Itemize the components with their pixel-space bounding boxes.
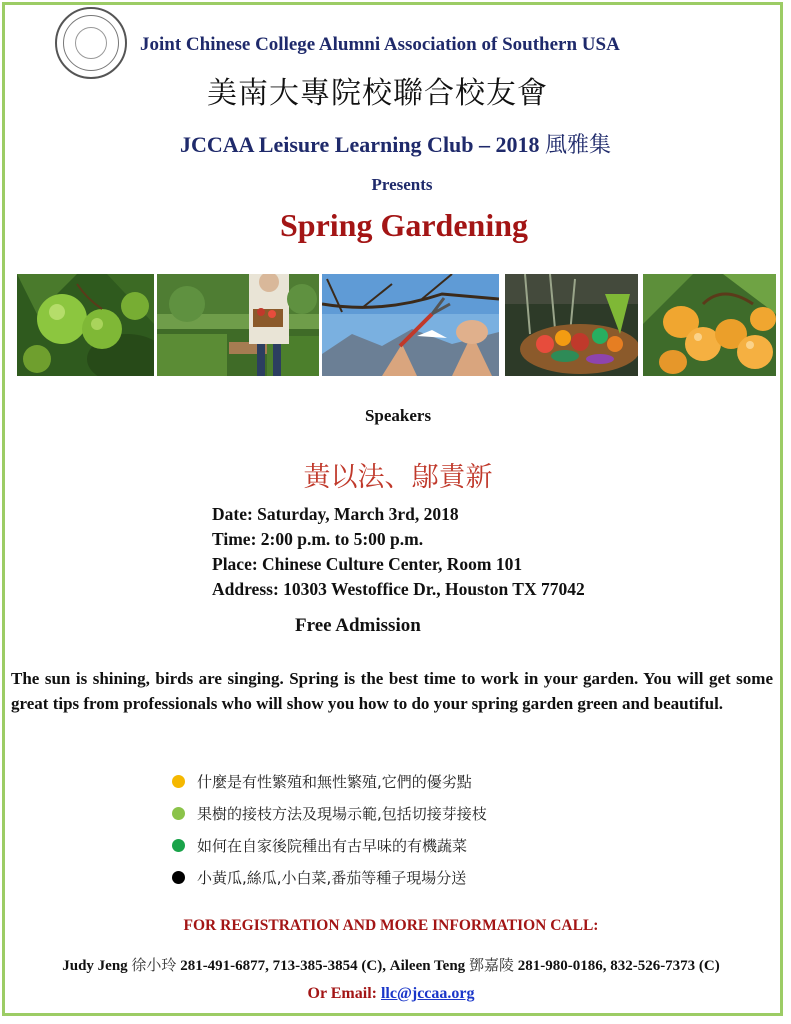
contact2-name: Aileen Teng bbox=[389, 958, 466, 974]
topic-item bbox=[172, 861, 487, 893]
speakers-heading: Speakers bbox=[364, 406, 432, 425]
event-title: Spring Gardening bbox=[279, 207, 529, 243]
garden-woman-photo bbox=[157, 274, 319, 376]
topic-text: 如何在自家後院種出有古早味的有機蔬菜 bbox=[197, 836, 468, 855]
bullet-dot-icon bbox=[172, 775, 185, 788]
free-admission: Free Admission bbox=[295, 615, 421, 636]
email-label: Or Email: bbox=[307, 985, 377, 1002]
contact1-name: Judy Jeng bbox=[62, 958, 128, 974]
event-time: Time: 2:00 p.m. to 5:00 p.m. bbox=[212, 529, 424, 549]
topic-item bbox=[172, 829, 487, 861]
contact-line bbox=[0, 954, 782, 975]
contact2-phones: 281-980-0186, 832-526-7373 (C) bbox=[517, 958, 720, 974]
speaker-names: 黃以法、鄔責新 bbox=[303, 462, 493, 493]
contact1-phones: 281-491-6877, 713-385-3854 (C), bbox=[180, 958, 386, 974]
topic-text: 什麼是有性繁殖和無性繁殖,它們的優劣點 bbox=[197, 772, 472, 791]
association-logo bbox=[55, 7, 127, 79]
event-place: Place: Chinese Culture Center, Room 101 bbox=[212, 554, 523, 574]
club-title-chinese: 風雅集 bbox=[545, 133, 612, 158]
green-fruit-photo bbox=[17, 274, 154, 376]
email-link[interactable]: llc@jccaa.org bbox=[380, 985, 475, 1002]
email-line bbox=[0, 985, 782, 1003]
contact1-chinese-name: 徐小玲 bbox=[131, 956, 177, 974]
contact2-chinese-name: 鄧嘉陵 bbox=[468, 956, 514, 974]
org-name-english: Joint Chinese College Alumni Association of Southern USA bbox=[140, 34, 620, 55]
pruning-photo bbox=[322, 274, 499, 376]
vegetable-basket-photo bbox=[505, 274, 638, 376]
topic-text: 小黃瓜,絲瓜,小白菜,番茄等種子現場分送 bbox=[197, 868, 467, 887]
bullet-dot-icon bbox=[172, 807, 185, 820]
topic-text: 果樹的接枝方法及現場示範,包括切接芽接枝 bbox=[197, 804, 487, 823]
event-date: Date: Saturday, March 3rd, 2018 bbox=[212, 504, 459, 524]
event-description: The sun is shining, birds are singing. Spring is the best time to work in your garden. You will get some great tips from professionals who will show you how to do your spring garden green and beautiful. bbox=[11, 669, 773, 713]
bullet-dot-icon bbox=[172, 839, 185, 852]
event-details bbox=[212, 502, 585, 602]
club-title-english: JCCAA Leisure Learning Club – 2018 bbox=[179, 132, 540, 157]
loquat-photo bbox=[643, 274, 776, 376]
presents-label: Presents bbox=[371, 175, 433, 194]
topic-item bbox=[172, 765, 487, 797]
bullet-dot-icon bbox=[172, 871, 185, 884]
org-name-chinese: 美南大專院校聯合校友會 bbox=[207, 76, 548, 111]
registration-heading: FOR REGISTRATION AND MORE INFORMATION CALL: bbox=[183, 917, 599, 934]
topic-list bbox=[172, 765, 487, 893]
topic-item bbox=[172, 797, 487, 829]
event-address: Address: 10303 Westoffice Dr., Houston TX 77042 bbox=[212, 579, 585, 599]
club-title bbox=[0, 128, 791, 159]
